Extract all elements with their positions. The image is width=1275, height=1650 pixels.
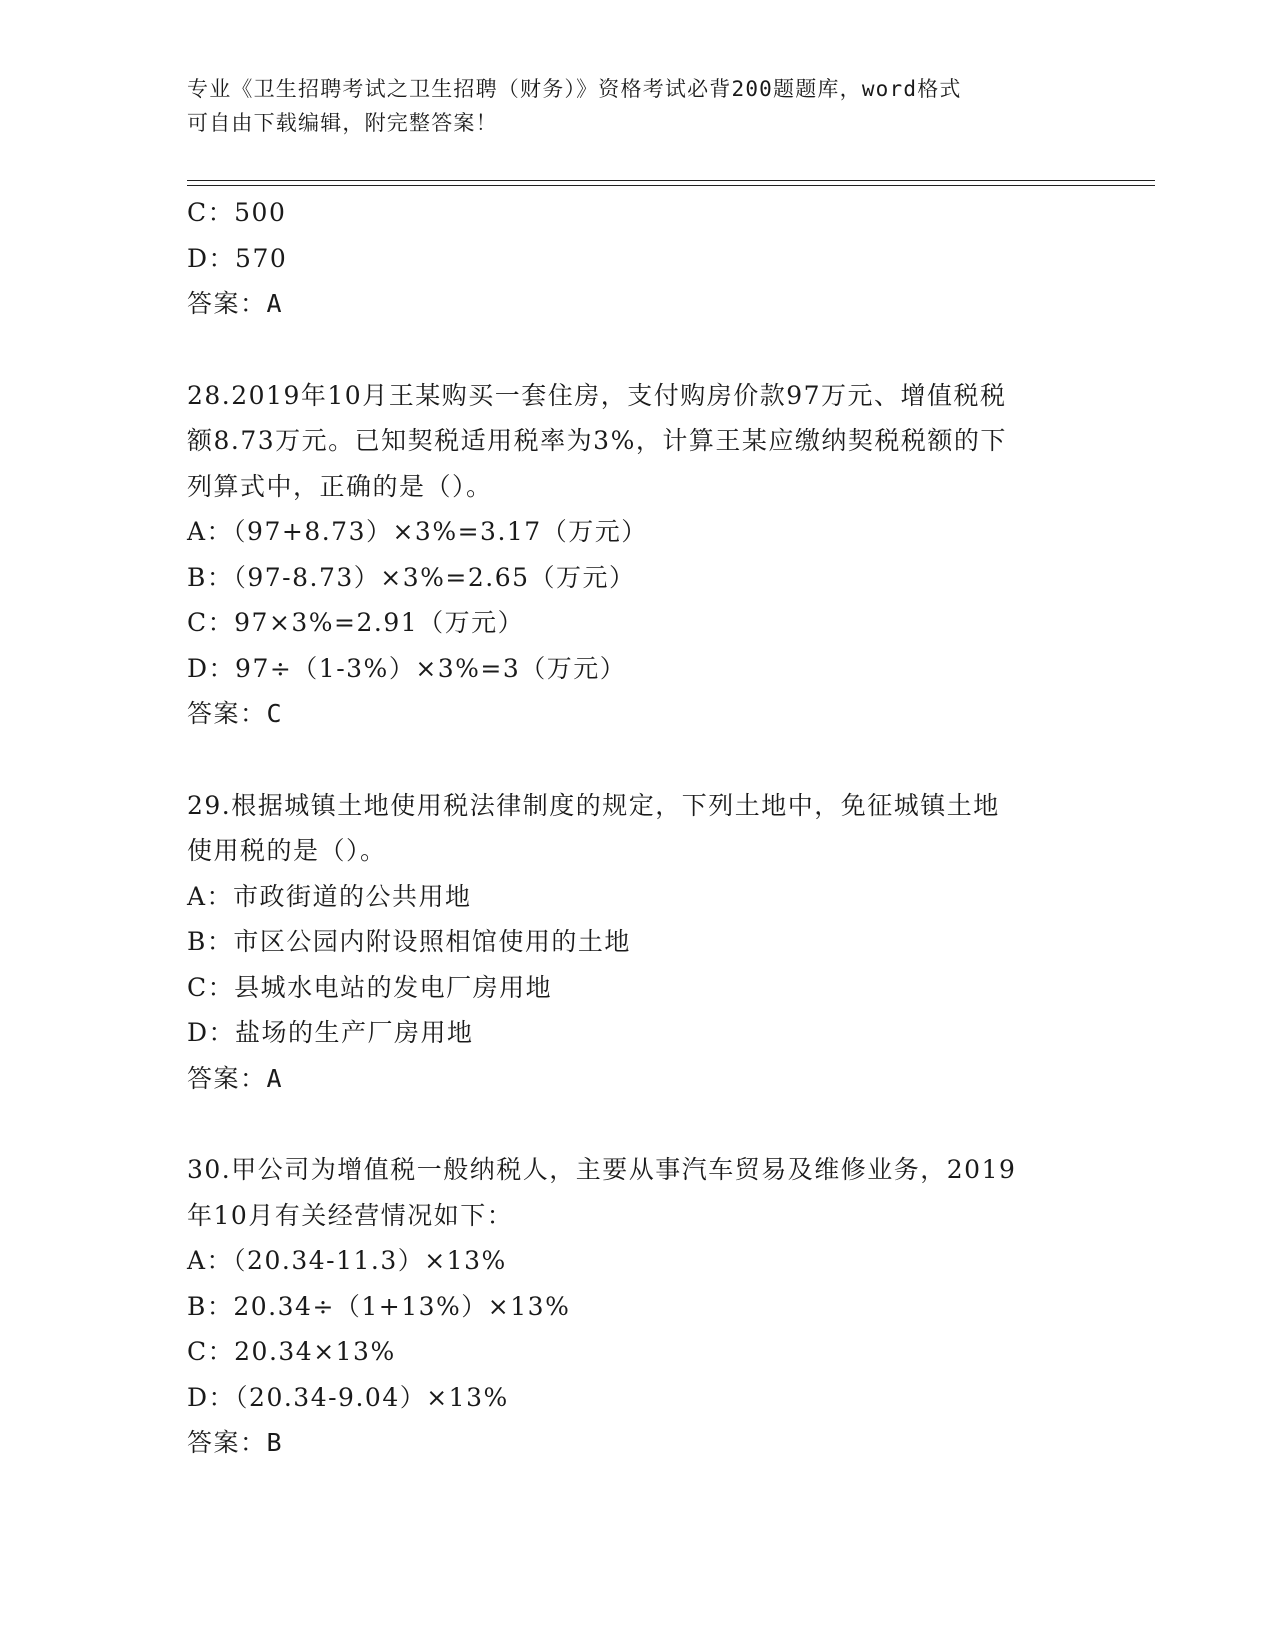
stem-line: 额8.73万元。已知契税适用税率为3%，计算王某应缴纳契税税额的下	[187, 426, 1007, 455]
answer-line: 答案：A	[187, 1063, 284, 1093]
option-c: C：500	[187, 198, 287, 227]
document-header	[187, 72, 1087, 140]
question-29	[187, 783, 1087, 1102]
option-a: A：（20.34-11.3）×13%	[187, 1246, 507, 1275]
option-a: A：市政街道的公共用地	[187, 881, 472, 911]
question-stem	[187, 373, 1087, 510]
header-divider-bottom	[187, 185, 1155, 186]
option-b: B：（97-8.73）×3%=2.65（万元）	[187, 562, 636, 592]
option-b: B：20.34÷（1+13%）×13%	[187, 1291, 571, 1321]
header-title-line-2: 可自由下载编辑，附完整答案！	[187, 111, 498, 135]
stem-line: 列算式中，正确的是（）。	[187, 471, 493, 501]
option-b: B：市区公园内附设照相馆使用的土地	[187, 927, 631, 956]
prev-question-tail	[187, 190, 1087, 327]
stem-line: 年10月有关经营情况如下：	[187, 1200, 514, 1230]
option-c: C：县城水电站的发电厂房用地	[187, 972, 553, 1002]
spacer	[187, 1101, 1087, 1147]
question-30	[187, 1147, 1087, 1466]
answer-line: 答案：B	[187, 1428, 284, 1457]
question-stem	[187, 783, 1087, 874]
option-d: D：97÷（1-3%）×3%=3（万元）	[187, 653, 627, 683]
stem-line: 28.2019年10月王某购买一套住房，支付购房价款97万元、增值税税	[187, 380, 1007, 410]
spacer	[187, 737, 1087, 783]
stem-line: 29.根据城镇土地使用税法律制度的规定，下列土地中，免征城镇土地	[187, 790, 1000, 820]
option-d: D：盐场的生产厂房用地	[187, 1018, 474, 1047]
stem-line: 使用税的是（）。	[187, 836, 387, 865]
question-stem	[187, 1147, 1087, 1238]
header-title-line-1: 专业《卫生招聘考试之卫生招聘（财务）》资格考试必背200题题库，word格式	[187, 77, 962, 101]
question-28	[187, 373, 1087, 737]
spacer	[187, 327, 1087, 373]
question-list	[187, 190, 1087, 1466]
option-d: D：570	[187, 243, 288, 273]
answer-line: 答案：A	[187, 289, 284, 318]
option-c: C：20.34×13%	[187, 1337, 396, 1366]
option-d: D：（20.34-9.04）×13%	[187, 1382, 509, 1412]
stem-line: 30.甲公司为增值税一般纳税人，主要从事汽车贸易及维修业务，2019	[187, 1155, 1017, 1184]
answer-line: 答案：C	[187, 699, 284, 728]
option-a: A：（97+8.73）×3%=3.17（万元）	[187, 517, 648, 546]
header-divider-top	[187, 180, 1155, 181]
option-c: C：97×3%=2.91（万元）	[187, 608, 525, 637]
